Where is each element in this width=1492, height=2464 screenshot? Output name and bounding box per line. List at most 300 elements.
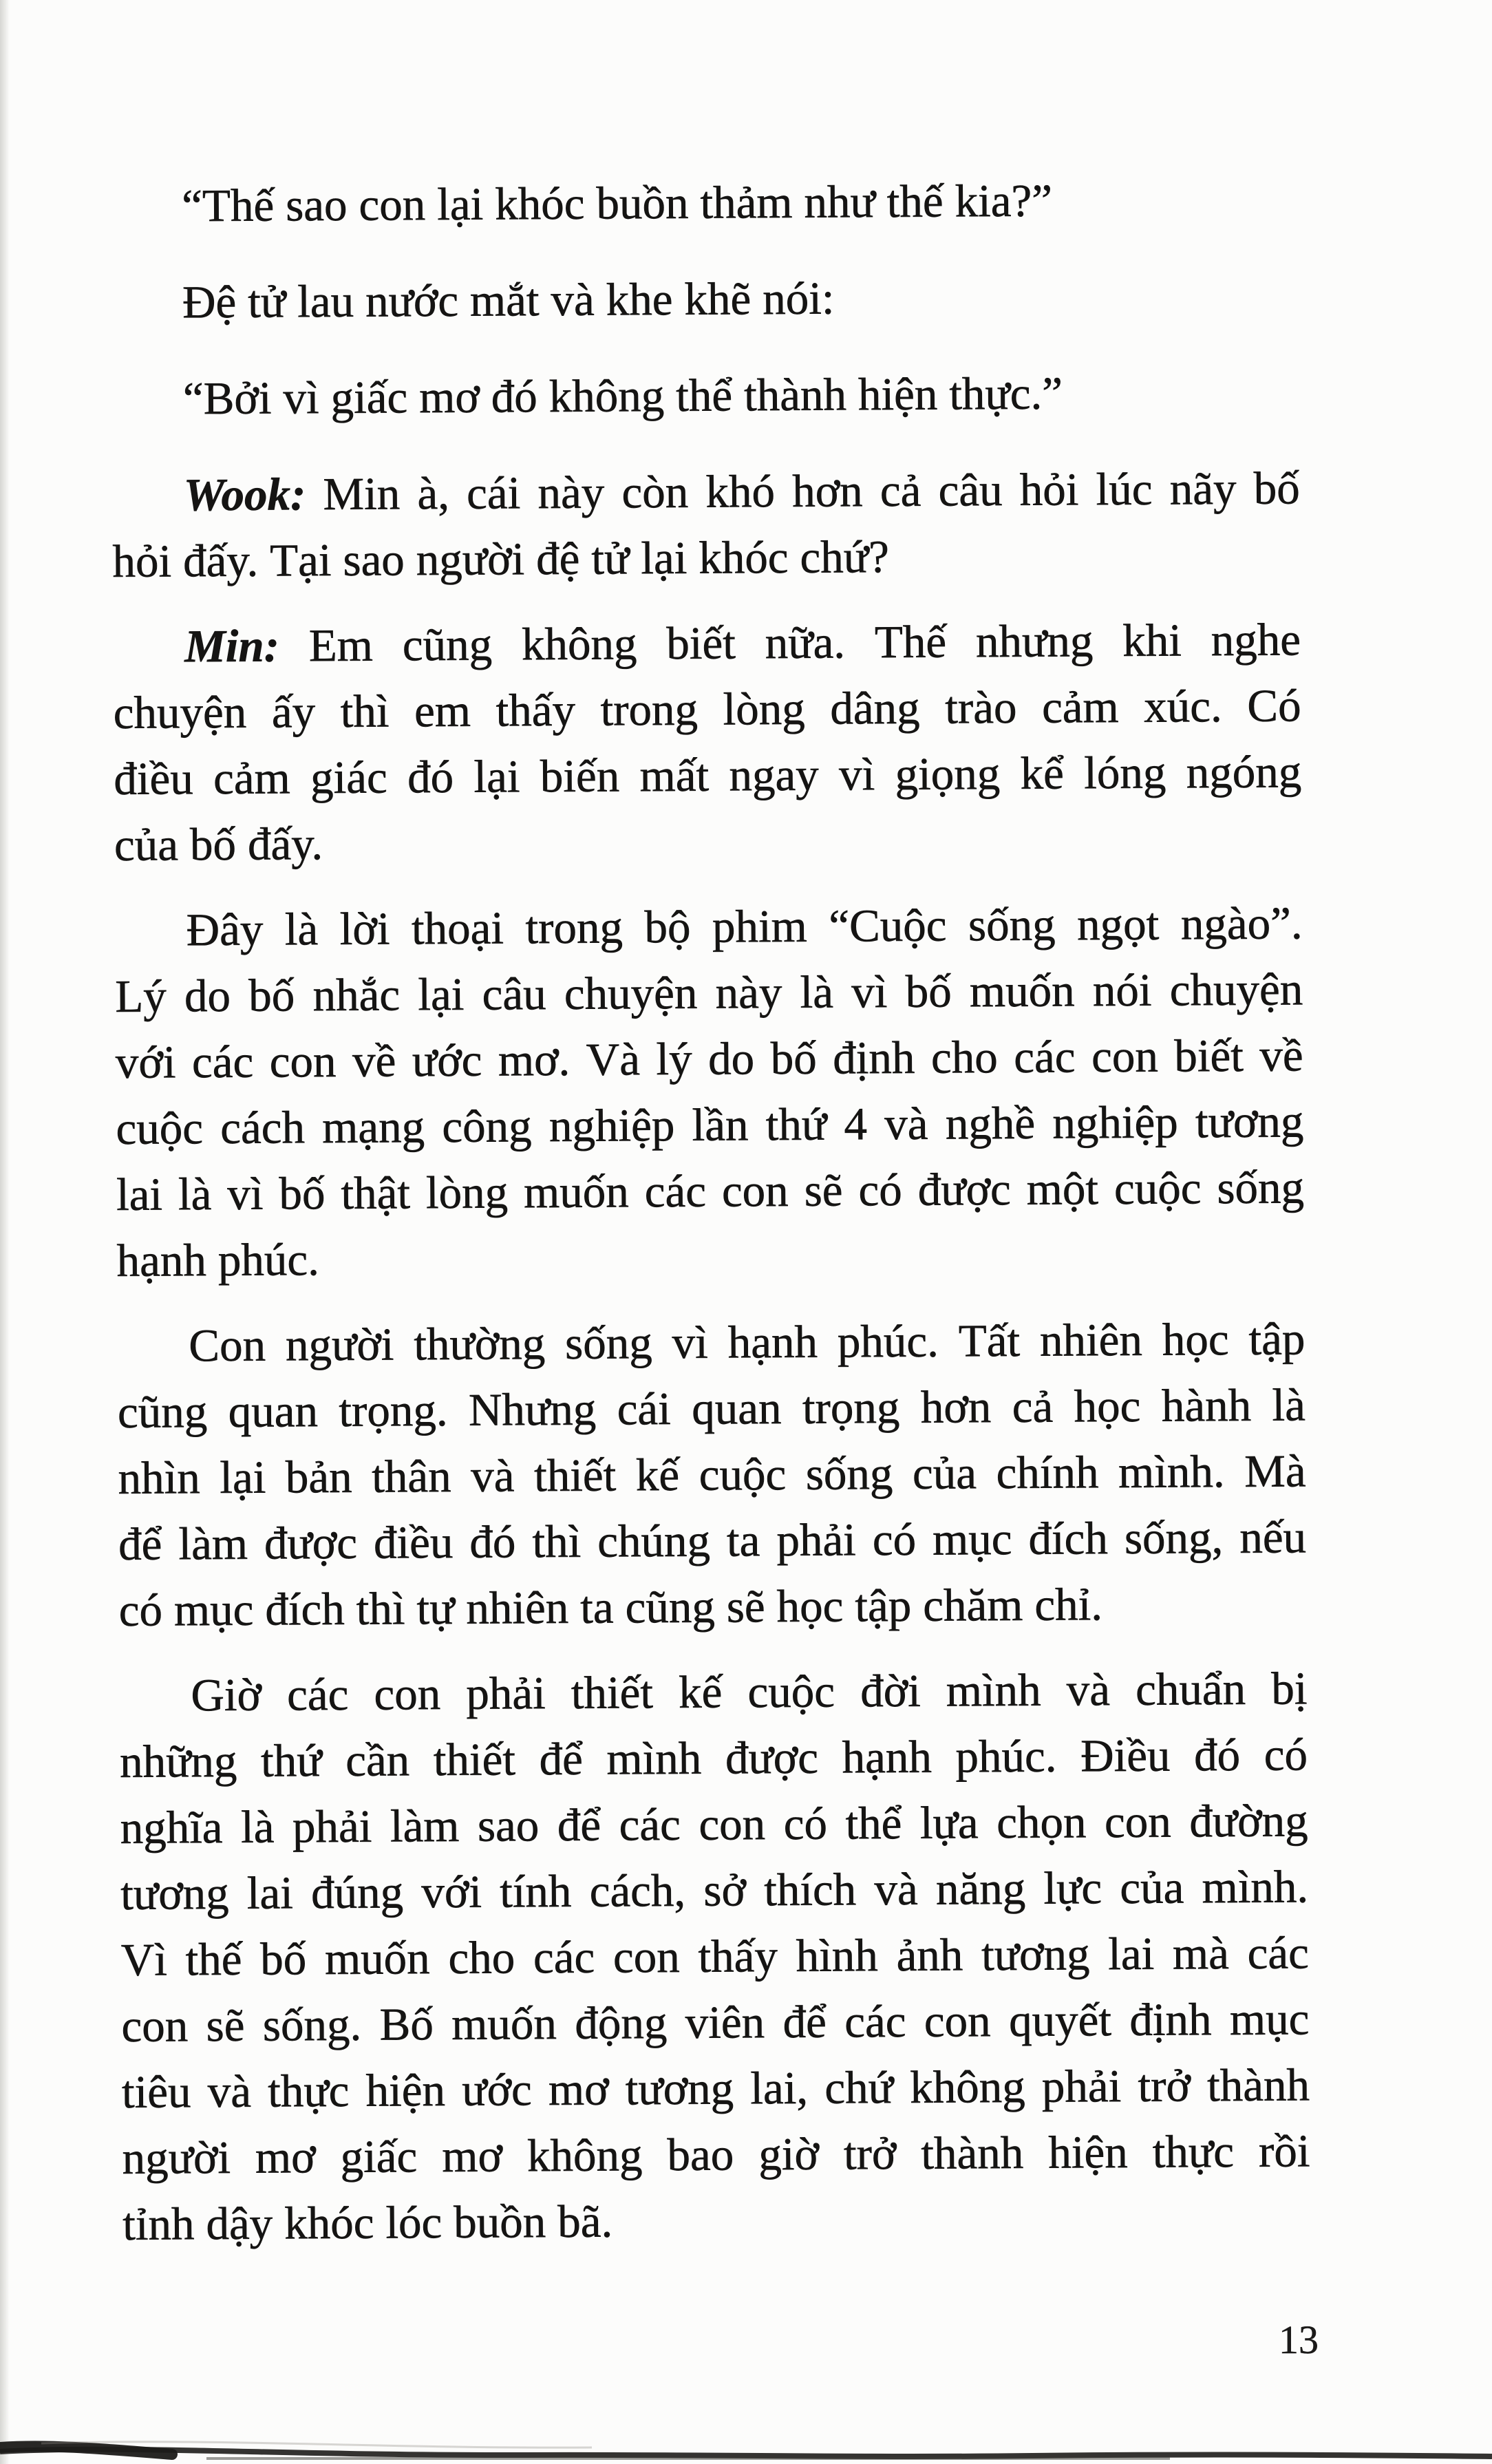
word: khe — [606, 274, 673, 326]
word: nhiên — [1039, 1314, 1143, 1366]
word: chuyện — [1169, 964, 1303, 1016]
dialogue-paragraph — [111, 262, 1299, 336]
word: có — [118, 1584, 163, 1636]
body-paragraph — [117, 1306, 1307, 1644]
word: thành — [921, 2127, 1024, 2179]
word: còn — [621, 466, 689, 518]
word: bố — [279, 1168, 326, 1220]
word: đó — [1193, 1730, 1241, 1781]
word: Điều — [1080, 1730, 1171, 1782]
word: biết — [1174, 1030, 1244, 1082]
word: có — [872, 1514, 917, 1566]
word: bản — [285, 1451, 352, 1503]
word: cả — [880, 465, 921, 517]
word: hành — [1161, 1379, 1252, 1432]
word: khóc — [494, 178, 585, 230]
word: cho — [930, 1032, 998, 1083]
word: và — [471, 1450, 515, 1502]
word: và — [551, 274, 595, 326]
word: Có — [1247, 680, 1301, 732]
word: cuộc — [116, 1103, 204, 1154]
word: bộ — [644, 901, 691, 953]
text-line — [118, 1504, 1307, 1578]
body-paragraph — [114, 890, 1304, 1294]
word: sẽ — [206, 1999, 245, 2052]
word: buồn — [454, 2196, 546, 2249]
word: bị — [1271, 1663, 1308, 1714]
word: sao — [343, 534, 405, 586]
word: chuẩn — [1135, 1663, 1246, 1715]
word: mình — [606, 1732, 702, 1785]
word: thế — [886, 176, 944, 228]
word: con — [612, 1931, 680, 1983]
word: nói: — [763, 273, 835, 325]
word: phải — [292, 1801, 372, 1853]
word: giờ — [758, 2128, 820, 2180]
word: nhắc — [312, 969, 401, 1021]
word: phải — [466, 1668, 546, 1719]
word: Và — [586, 1034, 641, 1085]
word: thực — [268, 2065, 350, 2117]
word: đường — [1189, 1795, 1308, 1847]
word: mục — [173, 1584, 254, 1636]
word: con — [359, 179, 426, 231]
word: giấc — [340, 2131, 418, 2183]
word: con — [924, 1995, 991, 2047]
text-line — [116, 1088, 1304, 1162]
word: về — [1259, 1030, 1303, 1081]
word: vì — [672, 1317, 708, 1369]
word: sống — [1217, 1162, 1305, 1214]
word: câu — [482, 968, 546, 1020]
word: vì — [227, 1168, 264, 1220]
word: chứ — [824, 2062, 894, 2114]
word: là — [284, 904, 319, 955]
word: và — [207, 2065, 252, 2118]
word: tiêu — [121, 2066, 191, 2118]
word: con — [374, 1668, 441, 1720]
word: cuộc — [747, 1666, 835, 1718]
word: Nhưng — [468, 1383, 597, 1436]
word: đời — [860, 1665, 921, 1717]
word: trong — [600, 683, 699, 736]
word: thấy — [698, 1931, 778, 1982]
word: khi — [1122, 615, 1182, 667]
word: mất — [639, 750, 710, 802]
word: bố — [248, 970, 295, 1021]
text-line — [118, 1438, 1306, 1511]
word: tương — [1195, 1096, 1304, 1148]
word: vì — [838, 749, 875, 800]
word: với — [115, 1037, 176, 1088]
word: bố — [260, 1933, 307, 1985]
page-text-block — [110, 166, 1311, 2276]
word: và — [884, 1098, 928, 1150]
word: dậy — [206, 2198, 273, 2250]
word: nếu — [1239, 1511, 1307, 1564]
word: thì — [356, 1583, 405, 1635]
word: học — [776, 1580, 844, 1633]
word: thứ — [260, 1735, 322, 1787]
word: lại — [220, 1452, 266, 1504]
text-line — [119, 1655, 1308, 1729]
word: khóc — [699, 531, 789, 584]
word: nữa. — [765, 617, 846, 669]
word: này — [715, 967, 782, 1019]
word: trở — [843, 2128, 897, 2180]
text-line — [120, 1721, 1308, 1795]
word: lý — [656, 1033, 692, 1085]
word: ước — [412, 1034, 482, 1087]
word: học — [1074, 1380, 1141, 1432]
speaker-name: Min: — [184, 620, 280, 672]
word: kế — [678, 1666, 723, 1718]
word: làm — [390, 1800, 460, 1852]
word: giác — [310, 752, 387, 804]
word: không — [909, 2061, 1025, 2113]
word: lai — [1107, 1928, 1155, 1980]
word: ngào”. — [1180, 898, 1303, 950]
word: sở — [703, 1865, 747, 1916]
word: bao — [667, 2129, 734, 2181]
word: lựa — [919, 1797, 979, 1849]
word: khó — [705, 466, 776, 518]
word: em — [414, 685, 471, 737]
word: có — [783, 1798, 828, 1850]
text-line — [121, 1986, 1310, 2059]
word: là — [240, 1801, 275, 1853]
word: mạng — [322, 1101, 425, 1154]
word: công — [442, 1101, 532, 1153]
word: thì — [532, 1516, 582, 1568]
word: Mà — [1244, 1445, 1306, 1497]
word: “Bởi — [182, 372, 272, 425]
body-paragraph — [119, 1655, 1310, 2258]
word: viên — [685, 1997, 765, 2048]
word: cuộc — [1113, 1162, 1202, 1215]
text-line — [114, 890, 1303, 964]
text-line — [115, 956, 1303, 1030]
word: chính — [996, 1447, 1099, 1499]
word: đấy. — [182, 535, 259, 587]
word: ta — [580, 1582, 614, 1633]
text-line — [122, 2118, 1310, 2191]
word: mình — [946, 1664, 1041, 1717]
text-line — [116, 1154, 1305, 1228]
word: “Cuộc — [829, 900, 947, 952]
word: mình. — [1202, 1861, 1309, 1913]
text-line — [116, 1022, 1304, 1096]
word: mà — [1172, 1928, 1230, 1979]
word: tương — [981, 1929, 1090, 1981]
text-line — [118, 1372, 1306, 1445]
word: một — [1026, 1163, 1099, 1215]
word: hạnh — [842, 1731, 932, 1783]
word: để — [539, 1733, 584, 1785]
word: các — [191, 1036, 254, 1088]
word: lại — [418, 968, 465, 1021]
word: bố — [770, 1032, 817, 1085]
text-line — [122, 2052, 1310, 2125]
word: cả — [1012, 1381, 1054, 1433]
word: thích — [763, 1864, 857, 1916]
word: khẽ — [684, 273, 752, 325]
word: hạnh — [116, 1235, 207, 1286]
word: Vì — [120, 1934, 168, 1986]
word: các — [286, 1668, 349, 1721]
word: Đệ — [182, 276, 237, 328]
word: “Thế — [182, 180, 275, 232]
word: cuộc — [699, 1449, 787, 1500]
word: tử — [591, 533, 630, 584]
word: về — [352, 1035, 396, 1087]
text-line — [122, 2184, 1311, 2258]
word: chứ? — [800, 531, 890, 583]
word: định — [1129, 1994, 1212, 2046]
word: nhìn — [118, 1452, 200, 1504]
word: nghiệp — [1052, 1096, 1178, 1149]
word: mơ — [418, 371, 480, 423]
word: hơn — [920, 1381, 992, 1433]
word: thoại — [411, 902, 504, 955]
word: phải — [776, 1514, 857, 1566]
word: các — [533, 1931, 595, 1984]
body-paragraph — [112, 455, 1301, 595]
word: của — [114, 819, 179, 871]
word: các — [844, 1995, 906, 2048]
word: con — [699, 1798, 766, 1850]
word: sẽ — [804, 1165, 843, 1216]
word: chuyện — [564, 967, 698, 1019]
word: tự — [416, 1582, 455, 1635]
word: lời — [339, 903, 390, 955]
word: thật — [341, 1167, 411, 1219]
text-line — [121, 1920, 1310, 1993]
page-number: 13 — [1279, 2317, 1319, 2362]
word: được — [725, 1732, 819, 1784]
word: như — [804, 176, 875, 228]
word: tử — [248, 276, 286, 328]
word: thứ — [765, 1098, 827, 1151]
word: điều — [373, 1516, 454, 1569]
word: thiết — [571, 1667, 654, 1719]
word: chăm — [923, 1579, 1023, 1631]
word: những — [119, 1735, 237, 1787]
word: làm — [178, 1518, 248, 1570]
word: nhưng — [975, 615, 1094, 668]
word: nước — [365, 275, 459, 327]
word: chọn — [996, 1796, 1087, 1849]
word: Giờ — [191, 1669, 262, 1721]
word: mơ. — [498, 1034, 571, 1086]
word: con — [121, 2000, 189, 2052]
word: các — [644, 1165, 707, 1218]
word: không — [526, 2130, 643, 2182]
word: Em — [308, 619, 374, 672]
word: ảnh — [896, 1929, 963, 1982]
word: cảm — [1041, 681, 1119, 733]
word: phải — [1041, 2061, 1122, 2112]
word: điều — [114, 753, 193, 805]
word: phim — [712, 900, 808, 953]
word: của — [1120, 1862, 1184, 1914]
word: mục — [1229, 1993, 1310, 2046]
word: sống, — [1124, 1512, 1224, 1564]
body-paragraph — [113, 606, 1302, 878]
word: với — [421, 1866, 482, 1918]
word: thường — [414, 1318, 546, 1370]
word: hạnh — [727, 1316, 818, 1368]
text-line — [111, 262, 1299, 336]
word: thế — [185, 1933, 242, 1986]
word: và — [1066, 1664, 1111, 1716]
word: sống. — [262, 1999, 362, 2051]
word: tương — [625, 2063, 734, 2115]
word: thiết — [433, 1734, 516, 1786]
word: cảm — [213, 752, 290, 805]
word: thể — [676, 370, 733, 421]
text-line — [113, 606, 1301, 680]
word: tính — [499, 1865, 572, 1918]
word: lòng — [723, 683, 805, 735]
word: được — [264, 1517, 358, 1569]
word: sao — [285, 179, 348, 231]
word: sẽ — [726, 1581, 765, 1633]
word: bố — [1253, 463, 1300, 514]
word: giấc — [330, 372, 408, 424]
word: và — [874, 1863, 918, 1915]
word: cũng — [625, 1581, 716, 1633]
word: học — [1162, 1314, 1229, 1366]
word: do — [707, 1033, 755, 1085]
word: thiết — [533, 1449, 617, 1502]
text-line — [117, 1306, 1306, 1379]
word: phúc. — [955, 1730, 1057, 1783]
word: mơ — [548, 2063, 609, 2116]
word: bố — [189, 818, 237, 871]
word: động — [575, 1997, 668, 2049]
word: con — [721, 1165, 789, 1217]
word: Tất — [958, 1315, 1021, 1367]
word: do — [184, 970, 231, 1022]
word: này — [537, 467, 605, 519]
word: cho — [448, 1932, 515, 1984]
word: nghĩa — [120, 1802, 223, 1854]
word: là — [800, 966, 834, 1018]
word: cách — [220, 1102, 306, 1154]
text-line — [113, 672, 1301, 746]
word: mục — [932, 1514, 1012, 1565]
word: thể — [845, 1798, 902, 1849]
word: hiện — [1048, 2127, 1128, 2178]
word: lực — [1043, 1862, 1102, 1914]
word: để — [782, 1996, 827, 2048]
word: trong — [525, 902, 624, 954]
word: quan — [228, 1385, 319, 1437]
word: kế — [635, 1449, 680, 1501]
word: Con — [189, 1319, 266, 1372]
word: tương — [120, 1867, 229, 1920]
word: là — [1272, 1379, 1306, 1431]
word: người — [122, 2132, 231, 2184]
word: có — [858, 1164, 902, 1216]
word: các — [1247, 1927, 1310, 1979]
text-line — [111, 359, 1300, 432]
word: lại — [641, 532, 688, 584]
word: cái — [617, 1383, 672, 1435]
word: mình. — [1118, 1446, 1225, 1498]
word: nãy — [1169, 463, 1237, 515]
word: để — [557, 1799, 601, 1851]
word: để — [118, 1518, 162, 1570]
word: thảm — [700, 176, 793, 229]
word: kể — [1020, 747, 1065, 799]
word: sao — [477, 1800, 540, 1851]
word: đích — [1028, 1513, 1109, 1564]
word: năng — [935, 1862, 1026, 1915]
dialogue-paragraph — [110, 166, 1299, 240]
word: xúc. — [1144, 681, 1223, 732]
word: là — [178, 1169, 212, 1220]
word: thấy — [495, 684, 576, 736]
word: con — [269, 1036, 337, 1087]
word: thì — [340, 686, 390, 737]
word: phúc. — [217, 1234, 320, 1286]
word: đó — [407, 751, 454, 803]
word: 4 — [844, 1098, 868, 1150]
word: đúng — [310, 1867, 404, 1919]
word: Tại — [269, 535, 332, 586]
word: có — [1264, 1729, 1308, 1781]
text-line — [110, 166, 1299, 240]
word: lại — [437, 178, 484, 231]
word: sống — [564, 1317, 652, 1369]
word: trọng — [802, 1382, 900, 1434]
word: người — [416, 533, 525, 586]
word: phúc. — [837, 1315, 939, 1368]
word: hiện — [857, 368, 938, 421]
word: trọng. — [339, 1385, 448, 1437]
word: lóc — [385, 2197, 443, 2249]
word: ấy — [271, 686, 316, 738]
word: quan — [692, 1383, 782, 1434]
word: hỏi — [112, 535, 172, 587]
word: các — [1014, 1031, 1076, 1083]
word: thân — [372, 1451, 451, 1502]
word: bố — [905, 966, 952, 1017]
word: quyết — [1008, 1995, 1112, 2047]
word: hiện — [365, 2065, 446, 2116]
word: khóc — [284, 2197, 374, 2249]
word: dâng — [830, 682, 920, 734]
word: con — [1091, 1030, 1159, 1083]
word: lòng — [425, 1167, 509, 1219]
word: hơn — [791, 465, 863, 517]
word: mơ — [442, 2130, 503, 2182]
text-line — [120, 1854, 1309, 1927]
word: hỏi — [1019, 464, 1079, 516]
word: thực — [1152, 2126, 1235, 2178]
word: vì — [283, 372, 319, 424]
word: nghiệp — [548, 1100, 675, 1152]
word: người — [285, 1319, 394, 1371]
word: lóng — [1084, 747, 1166, 799]
word: trào — [945, 681, 1017, 734]
word: Min — [323, 468, 401, 520]
word: được — [917, 1164, 1011, 1215]
word: mơ — [255, 2132, 316, 2183]
word: rồi — [1258, 2125, 1310, 2177]
